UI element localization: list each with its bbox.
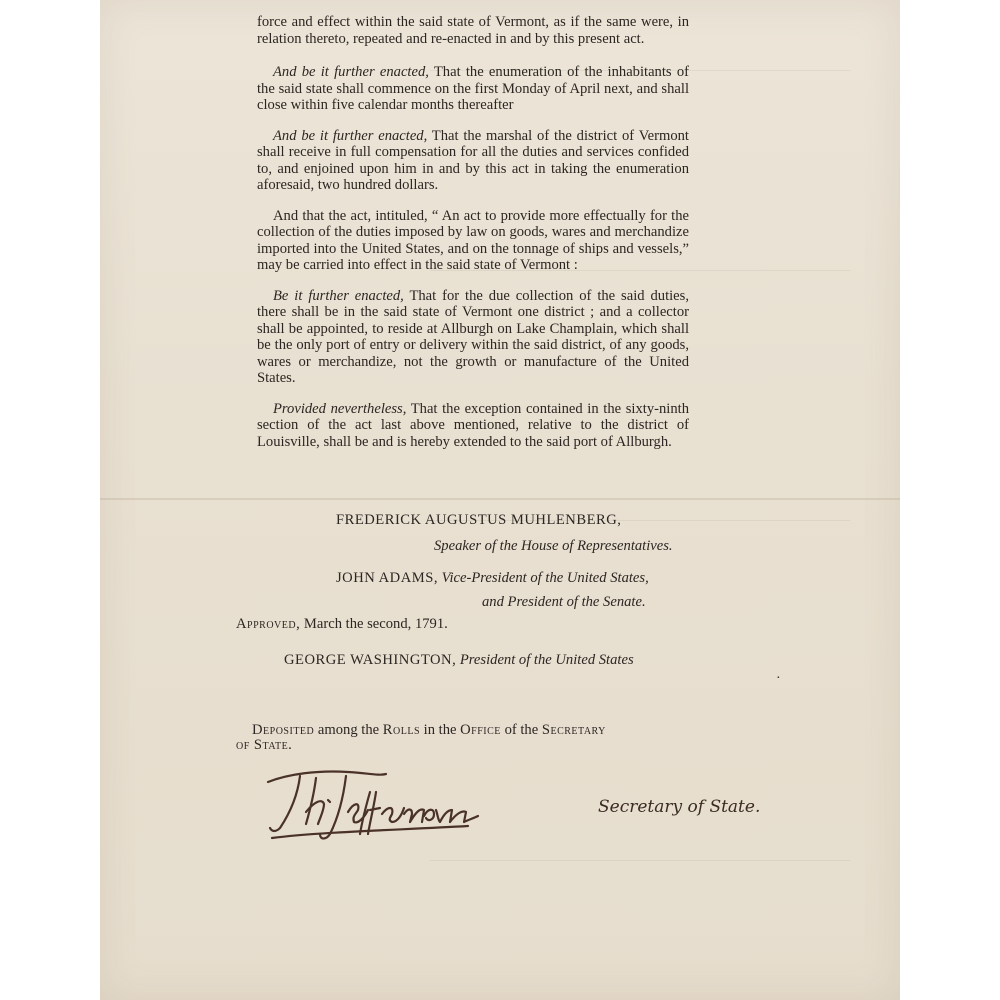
vp-name: JOHN ADAMS, — [336, 570, 438, 586]
secretary-of-state-label: Secretary of State. — [598, 797, 761, 817]
jefferson-signature — [258, 752, 488, 852]
paragraph-3-text: That the marshal of the district of Vermont shall receive in full compensation for all the duties and services confided to, and enjoined upon him in and by this act in taking the enumeration aforesaid, two hundred dollars. — [257, 127, 689, 193]
stray-mark: · — [776, 671, 781, 686]
approved-line — [236, 616, 448, 633]
secretary-word: Secretary — [541, 722, 606, 738]
deposited-text-2: in the — [420, 722, 461, 738]
deposited-text-1: among the — [314, 722, 383, 738]
paragraph-3 — [257, 128, 689, 194]
paragraph-6-lead: Provided nevertheless, — [273, 400, 407, 417]
rolls-word: Rolls — [382, 722, 420, 738]
office-word: Office — [460, 722, 501, 738]
deposited-line-1 — [252, 722, 606, 739]
act-body — [257, 14, 689, 464]
paragraph-2-lead: And be it further enacted, — [273, 64, 429, 80]
paragraph-3-lead: And be it further enacted, — [273, 127, 428, 144]
deposited-word: Deposited — [252, 722, 315, 738]
paragraph-4: And that the act, intituled, “ An act to provide more effectually for the collection of the duties imposed by law on goods, wares and merchandize imported into the United States, and on the tonnage of ships and vessels,” may be carried into effect in the said state of Vermont : — [257, 207, 689, 273]
paragraph-6-text: That the exception contained in the sixty-ninth section of the act last above mentioned, relative to the district of Louisville, shall be and is hereby extended to the said port of Allburgh. — [257, 400, 689, 450]
paragraph-2 — [257, 64, 689, 114]
paragraph-1: force and effect within the said state of Vermont, as if the same were, in relation thereto, repeated and re-enacted in and by this present act. — [257, 14, 689, 47]
paragraph-5-text: That for the due collection of the said duties, there shall be in the said state of Vermont one district ; and a collector shall be appointed, to reside at Allburgh on Lake Champlain, which shall be the only port of entry or delivery within the said district, of any goods, wares or merchandize, not the growth or manufacture of the United States. — [257, 287, 689, 386]
approved-date: March the second, 1791. — [300, 616, 448, 632]
speaker-name: FREDERICK AUGUSTUS MUHLENBERG, — [336, 512, 622, 528]
president-line — [284, 652, 634, 669]
deposited-text-3: of the — [500, 722, 542, 738]
vp-line — [336, 570, 649, 587]
speaker-title: Speaker of the House of Representatives. — [434, 538, 673, 554]
page-fold — [100, 498, 900, 500]
vp-title: Vice-President of the United States, — [438, 570, 649, 586]
deposited-line-2: of State. — [236, 737, 293, 753]
paragraph-5-lead: Be it further enacted, — [273, 287, 404, 304]
vp-title-senate: and President of the Senate. — [482, 594, 646, 610]
president-title: President of the United States — [456, 652, 634, 668]
paragraph-5 — [257, 288, 689, 387]
document-page — [100, 0, 900, 1000]
paragraph-2-text: That the enumeration of the inhabitants of the said state shall commence on the first Monday of April next, and shall close within five calendar months thereafter — [257, 64, 689, 113]
paragraph-6 — [257, 401, 689, 451]
bleed-through-texture — [430, 860, 850, 871]
approved-word: Approved, — [236, 616, 301, 632]
president-name: GEORGE WASHINGTON, — [284, 652, 457, 668]
